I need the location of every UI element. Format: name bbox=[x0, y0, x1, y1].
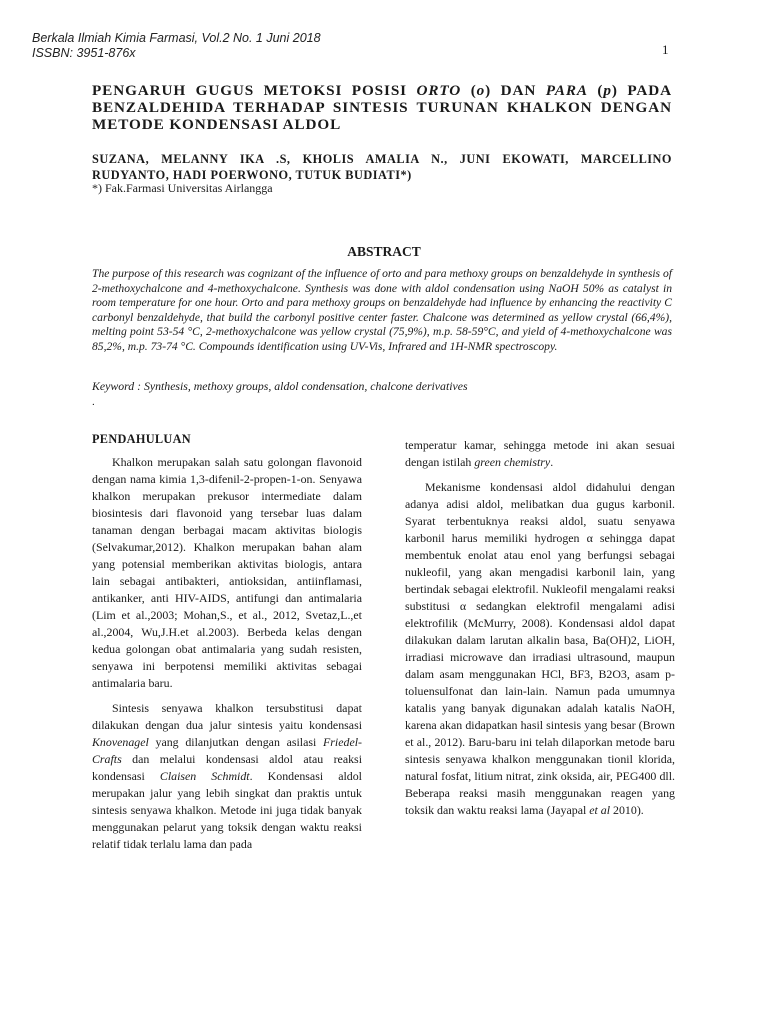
abstract-body: The purpose of this research was cognizant of the influence of orto and para methoxy groups on benzaldehyde in synthesis of 2-methoxychalcone and 4-methoxychalcone. Synthesis was done with aldol condensation using NaOH 50% as catalyst in room temperature for one hour. Orto and para methoxy groups on benzaldehyde had influence by enhancing the reactivity C carbonyl benzaldehyde, that build the carbonyl positive center faster. Chalcone was determined as yellow crystal (66,4%), melting point 53-54 °C, 2-methoxychalcone was yellow crystal (75,9%), m.p. 58-59°C, and yield of 4-methoxychalcone was 85,2%, m.p. 73-74 °C. Compounds identification using UV-Vis, Infrared and 1H-NMR spectroscopy. bbox=[92, 267, 672, 353]
title-part: PENGARUH GUGUS METOKSI POSISI bbox=[92, 82, 417, 99]
intro-paragraph-3 bbox=[405, 479, 675, 819]
keywords: Keyword : Synthesis, methoxy groups, aldol condensation, chalcone derivatives bbox=[92, 379, 468, 393]
text-run: Mekanisme kondensasi aldol didahului dengan adanya adisi aldol, melibatkan dua gugus karbonil. Syarat terbentuknya reaksi aldol, suatu senyawa karbonil harus memiliki hydrogen α sehingga dapat membentuk enolat atau enol yang berfungsi sebagai nukleofil, yang akan mengadisi karbonil lain, yang bertindak sebagai elektrofil. Nukleofil mengalami reaksi substitusi α sedangkan elektrofil mengalami adisi elektrofilik (McMurry, 2008). Kondensasi aldol dapat dilakukan dalam larutan alkalin basa, Ba(OH)2, LiOH, irradiasi microwave dan irradiasi ultrasound, maupun dalam asam menggunakan HCl, BF3, B2O3, asam p-toluensulfonat dan lain-lain. Namun pada umumnya katalis yang banyak digunakan adalah katalis NaOH, karena akan didapatkan hasil sintesis yang besar (Brown et al., 2012). Baru-baru ini telah dilaporkan metode baru sintesis senyawa khalkon menggunakan tionil klorida, natural fosfat, litium nitrat, zink oksida, air, PEG400 dll. Beberapa reaksi masih menggunakan reagen yang toksik dan waktu reaksi lama (Jayapal bbox=[405, 480, 675, 817]
section-heading: PENDAHULUAN bbox=[92, 432, 191, 446]
title-para: PARA bbox=[545, 82, 588, 99]
term-green-chemistry: green chemistry bbox=[474, 455, 551, 469]
citation-et-al: et al bbox=[589, 803, 611, 817]
title-part: ( bbox=[587, 82, 604, 99]
title-part: ( bbox=[461, 82, 477, 99]
text-run: yang dilanjutkan dengan asilasi bbox=[148, 735, 324, 749]
journal-header: Berkala Ilmiah Kimia Farmasi, Vol.2 No. 1 Juni 2018 bbox=[32, 31, 321, 45]
term-knoevenagel: Knovenagel bbox=[92, 735, 149, 749]
text-run: Sintesis senyawa khalkon tersubstitusi dapat dilakukan dengan dua jalur sintesis yaitu kondensasi bbox=[92, 701, 362, 732]
right-column bbox=[405, 437, 675, 827]
intro-paragraph-2 bbox=[92, 700, 362, 853]
abstract-heading: ABSTRACT bbox=[347, 244, 421, 259]
intro-paragraph-2-cont bbox=[405, 437, 675, 471]
stray-dot: . bbox=[92, 396, 95, 408]
text-run: temperatur kamar, sehingga metode ini akan sesuai dengan istilah bbox=[405, 438, 675, 469]
title-p: p bbox=[603, 82, 612, 99]
term-claisen-schmidt: Claisen Schmidt bbox=[159, 769, 250, 783]
text-run: dan melalui kondensasi aldol atau reaksi kondensasi bbox=[92, 752, 362, 783]
left-column bbox=[92, 431, 362, 861]
title-part: ) DAN bbox=[485, 82, 546, 99]
intro-paragraph-1: Khalkon merupakan salah satu golongan flavonoid dengan nama kimia 1,3-difenil-2-propen-1-on. Senyawa khalkon merupakan prekusor intermediate dalam biosintesis dari flavonoid yang tersebar luas dalam tanaman dengan berbagai macam aktivitas biologis (Selvakumar,2012). Khalkon merupakan bahan alam yang potensial memberikan aktivitas biologis, antara lain sebagai antibakteri, antioksidan, antiinflamasi, antikanker, anti HIV-AIDS, antifungi dan antimalaria (Lim et al.,2003; Mohan,S., et al., 2012, Svetaz,L.,et al.,2004, Wu,J.H.et al.2003). Berbeda kelas dengan kedua golongan obat antimalaria yang sudah resisten, senyawa ini berpotensi memiliki aktivitas sebagai antimalaria baru. bbox=[92, 455, 362, 690]
issn-header: ISSBN: 3951-876x bbox=[32, 46, 136, 60]
text-run: 2010). bbox=[610, 803, 644, 817]
term-friedel-crafts: Friedel-Crafts bbox=[92, 735, 362, 766]
title-orto: ORTO bbox=[416, 82, 462, 99]
title-o: o bbox=[476, 82, 486, 99]
text-run: . Kondensasi aldol merupakan jalur yang lebih singkat dan praktis untuk sintesis senyawa khalkon. Metode ini juga tidak banyak menggunakan pelarut yang toksik dengan waktu reaksi relatif tidak terlalu lama dan pada bbox=[92, 769, 362, 851]
title-part: ) PADA BENZALDEHIDA TERHADAP SINTESIS TURUNAN KHALKON DENGAN METODE KONDENSASI ALDOL bbox=[92, 82, 673, 133]
paper-title bbox=[92, 82, 672, 133]
text-run: . bbox=[550, 455, 554, 469]
author-list: SUZANA, MELANNY IKA .S, KHOLIS AMALIA N., JUNI EKOWATI, MARCELLINO RUDYANTO, HADI POERWONO, TUTUK BUDIATI*) bbox=[92, 152, 672, 182]
affiliation: *) Fak.Farmasi Universitas Airlangga bbox=[92, 181, 273, 195]
page-number: 1 bbox=[662, 42, 669, 57]
